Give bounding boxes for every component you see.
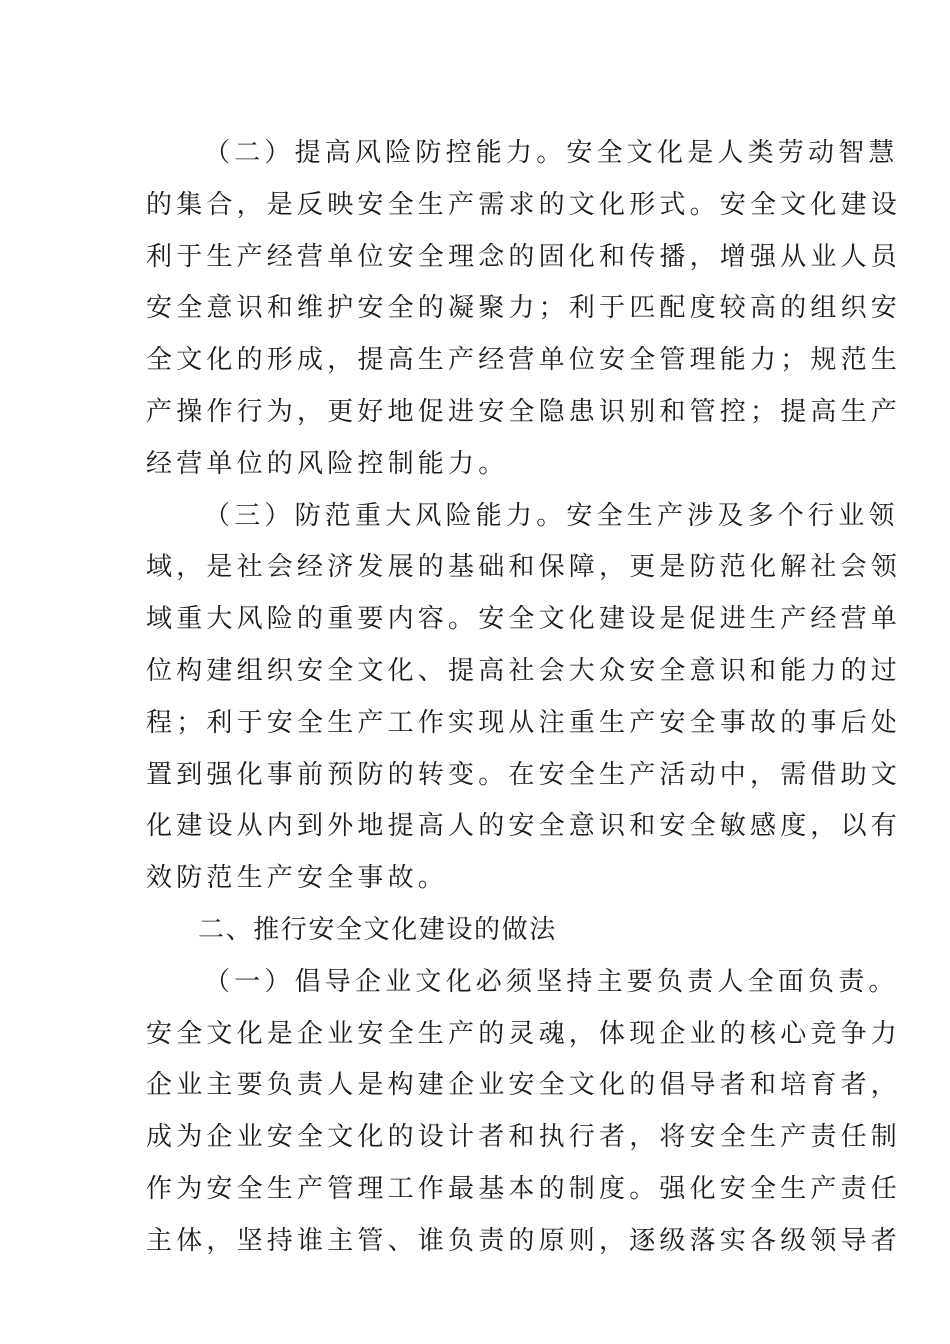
paragraph-3-line-3: 域重大风险的重要内容。安全文化建设是促进生产经营单 xyxy=(146,604,902,635)
paragraph-4-line-2: 安全文化是企业安全生产的灵魂，体现企业的核心竞争力 xyxy=(146,1018,902,1049)
paragraph-3-line-6: 置到强化事前预防的转变。在安全生产活动中，需借助文 xyxy=(146,759,902,790)
paragraph-3-line-2: 域，是社会经济发展的基础和保障，更是防范化解社会领 xyxy=(146,552,902,583)
paragraph-4-line-5: 作为安全生产管理工作最基本的制度。强化安全生产责任 xyxy=(146,1173,902,1204)
paragraph-2-line-2: 的集合，是反映安全生产需求的文化形式。安全文化建设 xyxy=(146,189,902,220)
paragraph-2-line-4: 安全意识和维护安全的凝聚力；利于匹配度较高的组织安 xyxy=(146,293,902,324)
paragraph-2-line-3: 利于生产经营单位安全理念的固化和传播，增强从业人员 xyxy=(146,241,902,272)
paragraph-4-line-6: 主体，坚持谁主管、谁负责的原则，逐级落实各级领导者 xyxy=(146,1225,902,1256)
paragraph-3-line-5: 程；利于安全生产工作实现从注重生产安全事故的事后处 xyxy=(146,707,902,738)
paragraph-2-line-5: 全文化的形成，提高生产经营单位安全管理能力；规范生 xyxy=(146,345,902,376)
paragraph-4-line-1: （一）倡导企业文化必须坚持主要负责人全面负责。 xyxy=(204,966,899,997)
paragraph-2-line-1: （二）提高风险防控能力。安全文化是人类劳动智慧 xyxy=(204,138,899,168)
paragraph-2-line-6: 产操作行为，更好地促进安全隐患识别和管控；提高生产 xyxy=(146,396,902,427)
paragraph-3-line-1: （三）防范重大风险能力。安全生产涉及多个行业领 xyxy=(204,500,899,531)
paragraph-3-line-7: 化建设从内到外地提高人的安全意识和安全敏感度，以有 xyxy=(146,811,902,842)
paragraph-3-line-8: 效防范生产安全事故。 xyxy=(146,863,449,894)
paragraph-4-line-4: 成为企业安全文化的设计者和执行者，将安全生产责任制 xyxy=(146,1122,902,1153)
section-heading: 二、推行安全文化建设的做法 xyxy=(198,914,557,945)
paragraph-3-line-4: 位构建组织安全文化、提高社会大众安全意识和能力的过 xyxy=(146,655,902,686)
paragraph-4-line-3: 企业主要负责人是构建企业安全文化的倡导者和培育者， xyxy=(146,1070,902,1101)
document-body xyxy=(146,128,902,1268)
paragraph-2-line-7: 经营单位的风险控制能力。 xyxy=(146,448,509,479)
